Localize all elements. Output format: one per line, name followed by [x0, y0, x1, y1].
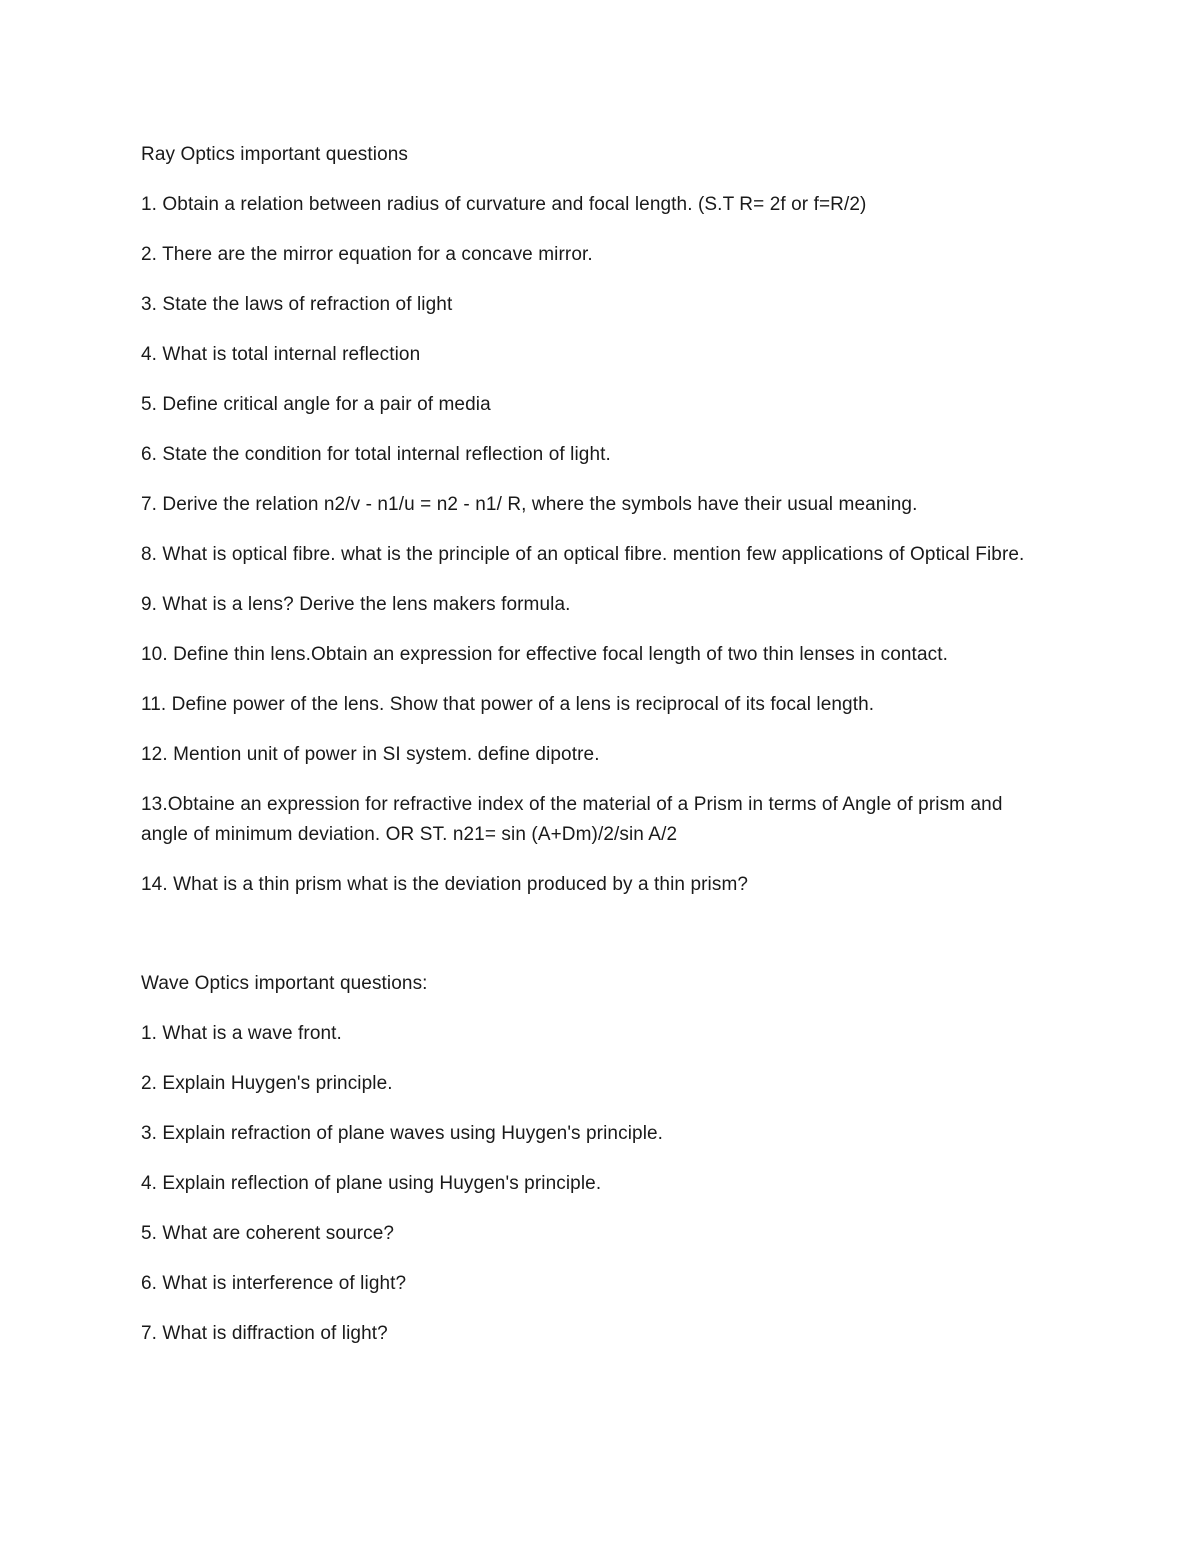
- ray-question-14: 14. What is a thin prism what is the deviation produced by a thin prism?: [141, 874, 749, 895]
- wave-question-2: 2. Explain Huygen's principle.: [141, 1073, 393, 1094]
- wave-question-5: 5. What are coherent source?: [141, 1223, 395, 1244]
- wave-optics-heading: Wave Optics important questions:: [141, 973, 428, 994]
- ray-optics-heading: Ray Optics important questions: [141, 144, 409, 165]
- ray-question-4: 4. What is total internal reflection: [141, 344, 421, 365]
- wave-question-6: 6. What is interference of light?: [141, 1273, 407, 1294]
- ray-question-3: 3. State the laws of refraction of light: [141, 294, 453, 315]
- ray-question-1: 1. Obtain a relation between radius of curvature and focal length. (S.T R= 2f or f=R/2): [141, 194, 867, 215]
- ray-question-9: 9. What is a lens? Derive the lens makers formula.: [141, 594, 571, 615]
- wave-optics-section: [141, 969, 1051, 1349]
- ray-question-10: 10. Define thin lens.Obtain an expression for effective focal length of two thin lenses in contact.: [141, 644, 948, 665]
- ray-question-6: 6. State the condition for total internal reflection of light.: [141, 444, 611, 465]
- ray-question-13: 13.Obtaine an expression for refractive index of the material of a Prism in terms of Angle of prism and angle of minimum deviation. OR ST. n21= sin (A+Dm)/2/sin A/2: [141, 794, 1003, 845]
- ray-question-8: 8. What is optical fibre. what is the principle of an optical fibre. mention few applications of Optical Fibre.: [141, 544, 1025, 565]
- section-spacer: [141, 920, 1051, 969]
- ray-question-5: 5. Define critical angle for a pair of media: [141, 394, 491, 415]
- ray-question-2: 2. There are the mirror equation for a concave mirror.: [141, 244, 593, 265]
- ray-question-12: 12. Mention unit of power in SI system. define dipotre.: [141, 744, 600, 765]
- ray-question-7: 7. Derive the relation n2/v - n1/u = n2 - n1/ R, where the symbols have their usual meaning.: [141, 494, 918, 515]
- wave-question-7: 7. What is diffraction of light?: [141, 1323, 388, 1344]
- wave-question-3: 3. Explain refraction of plane waves using Huygen's principle.: [141, 1123, 664, 1144]
- ray-optics-section: [141, 140, 1051, 900]
- wave-question-1: 1. What is a wave front.: [141, 1023, 342, 1044]
- ray-question-11: 11. Define power of the lens. Show that power of a lens is reciprocal of its focal length.: [141, 694, 875, 715]
- wave-question-4: 4. Explain reflection of plane using Huygen's principle.: [141, 1173, 602, 1194]
- document-page: [141, 140, 1051, 1369]
